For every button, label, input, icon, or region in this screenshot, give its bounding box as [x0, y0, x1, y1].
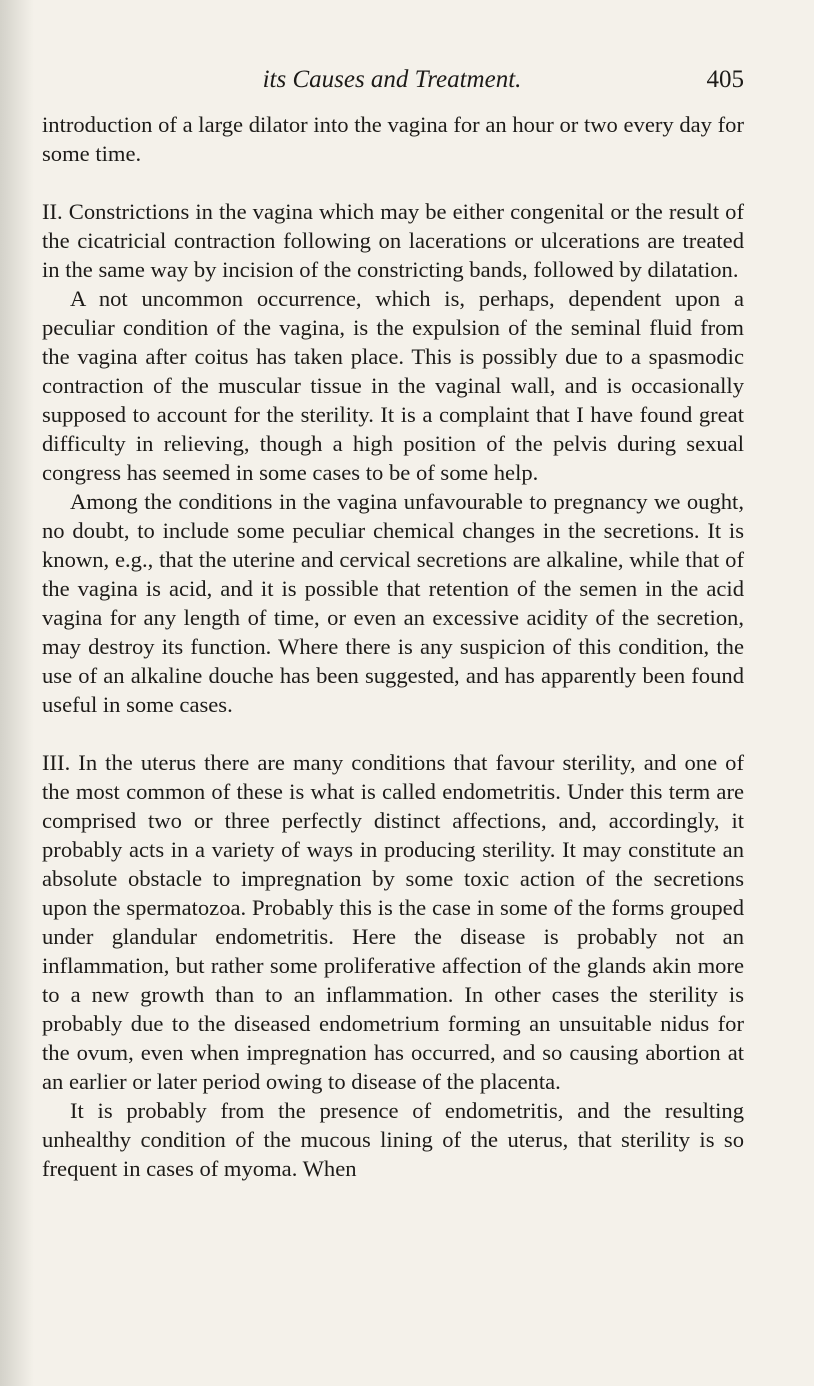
running-title: its Causes and Treatment.	[262, 66, 522, 93]
page-header	[40, 62, 744, 98]
paragraph-section-iii: III. In the uterus there are many conditions that favour sterility, and one of the most common of these is what is called endometritis. Under this term are comprised two or three perfectly distinct affections, and, accordingly, it probably acts in a variety of ways in producing sterility. It may constitute an absolute obstacle to impregnation by some toxic action of the secretions upon the spermatozoa. Probably this is the case in some of the forms grouped under glandular endometritis. Here the disease is probably not an inflammation, but rather some proliferative affection of the glands akin more to a new growth than to an inflammation. In other cases the sterility is probably due to the diseased endometrium forming an unsuitable nidus for the ovum, even when impregnation has occurred, and so causing abortion at an earlier or later period owing to disease of the placenta.	[42, 750, 744, 1094]
body-text	[42, 110, 744, 1183]
paragraph-continuation: introduction of a large dilator into the vagina for an hour or two every day for some time.	[42, 112, 744, 166]
paragraph-myoma: It is probably from the presence of endometritis, and the resulting unhealthy condition of the mucous lining of the uterus, that sterility is so frequent in cases of myoma. When	[42, 1098, 744, 1181]
paragraph-chemical-changes: Among the conditions in the vagina unfavourable to pregnancy we ought, no doubt, to include some peculiar chemical changes in the secretions. It is known, e.g., that the uterine and cervical secretions are alkaline, while that of the vagina is acid, and it is possible that retention of the semen in the acid vagina for any length of time, or even an excessive acidity of the secretion, may destroy its function. Where there is any suspicion of this condition, the use of an alkaline douche has been suggested, and has apparently been found useful in some cases.	[42, 489, 744, 717]
page-gutter-shadow	[0, 0, 34, 1386]
page-number: 405	[706, 66, 744, 93]
paragraph-section-ii: II. Constrictions in the vagina which may be either congenital or the result of the cicatricial contraction following on lacerations or ulcerations are treated in the same way by incision of the constricting bands, followed by dilatation.	[42, 199, 744, 282]
paragraph-seminal-expulsion: A not uncommon occurrence, which is, perhaps, dependent upon a peculiar condition of the vagina, is the expulsion of the seminal fluid from the vagina after coitus has taken place. This is possibly due to a spasmodic contraction of the muscular tissue in the vaginal wall, and is occasionally supposed to account for the sterility. It is a complaint that I have found great difficulty in relieving, though a high position of the pelvis during sexual congress has seemed in some cases to be of some help.	[42, 286, 744, 485]
